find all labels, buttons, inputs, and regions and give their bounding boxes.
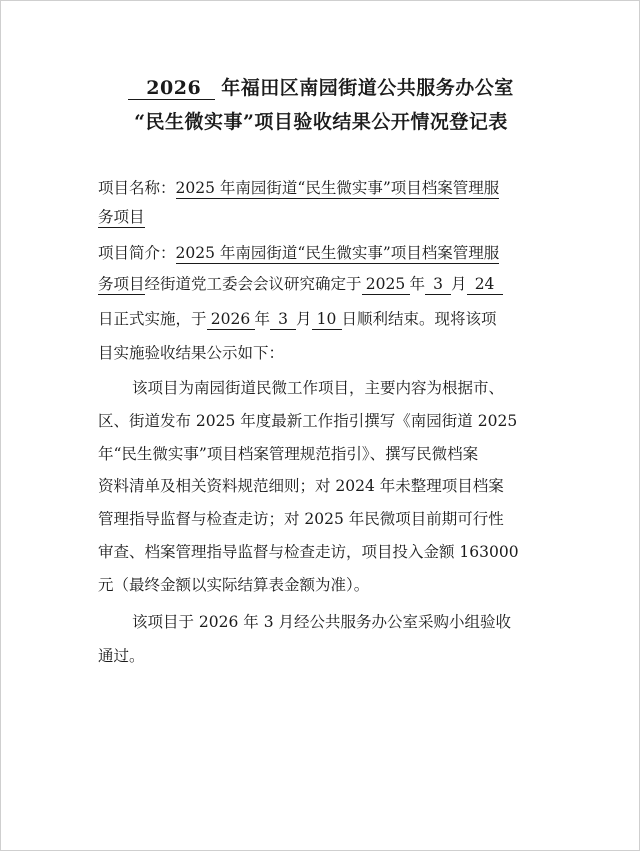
- paragraph1-line: 该项目为南园街道民微工作项目，主要内容为根据市、: [132, 379, 505, 397]
- paragraph1-line: 管理指导监督与检查走访；对 2025 年民微项目前期可行性: [98, 510, 504, 528]
- project-intro-name-line2: 务项目: [98, 275, 145, 293]
- project-name-label: 项目名称：: [98, 179, 176, 197]
- start-month-unit: 月: [451, 275, 467, 293]
- end-day-field: 10: [312, 309, 342, 330]
- start-day-field: 24: [467, 274, 503, 295]
- start-year-unit: 年: [409, 275, 426, 293]
- document-title-line2: “民生微实事”项目验收结果公开情况登记表: [134, 111, 508, 133]
- end-year-field: 2026: [207, 309, 255, 330]
- start-month-field: 3: [425, 274, 451, 295]
- project-intro-label: 项目简介：: [98, 244, 176, 262]
- project-intro-row-2: [98, 272, 503, 296]
- project-intro-row-4: 目实施验收结果公示如下：: [98, 344, 285, 362]
- project-name-value-line2: 务项目: [98, 208, 145, 226]
- document-title-line1: [1, 73, 640, 100]
- paragraph1-line: 元（最终金额以实际结算表金额为准）。: [98, 576, 370, 594]
- title-year: 2026: [128, 77, 215, 100]
- paragraph1-line: 区、街道发布 2025 年度最新工作指引撰写《南园街道 2025: [98, 412, 518, 430]
- start-year-field: 2025: [362, 274, 410, 295]
- paragraph2-line: 通过。: [98, 647, 145, 665]
- paragraph1-line: 年“民生微实事”项目档案管理规范指引》、撰写民微档案: [98, 445, 479, 463]
- project-intro-name-line1: 2025 年南园街道“民生微实事”项目档案管理服: [175, 244, 500, 262]
- project-intro-row-3: [98, 307, 497, 331]
- project-intro-text-b: 日顺利结束。现将该项: [341, 310, 497, 328]
- paragraph2-line: 该项目于 2026 年 3 月经公共服务办公室采购小组验收: [132, 613, 512, 631]
- project-name-row: [98, 176, 499, 200]
- end-month-unit: 月: [296, 310, 312, 328]
- paragraph1-line: 资料清单及相关资料规范细则；对 2024 年未整理项目档案: [98, 477, 504, 495]
- title-text-line1: 年福田区南园街道公共服务办公室: [221, 77, 514, 99]
- project-intro-text-a: 日正式实施，于: [98, 310, 207, 328]
- end-month-field: 3: [270, 309, 296, 330]
- project-name-value-line1: 2025 年南园街道“民生微实事”项目档案管理服: [175, 179, 500, 197]
- paragraph1-line: 审查、档案管理指导监督与检查走访，项目投入金额 163000: [98, 543, 519, 561]
- end-year-unit: 年: [254, 310, 271, 328]
- project-intro-row-1: [98, 241, 499, 265]
- project-intro-text-after-name: 经街道党工委会会议研究确定于: [144, 275, 362, 293]
- project-name-row-2: [98, 205, 145, 229]
